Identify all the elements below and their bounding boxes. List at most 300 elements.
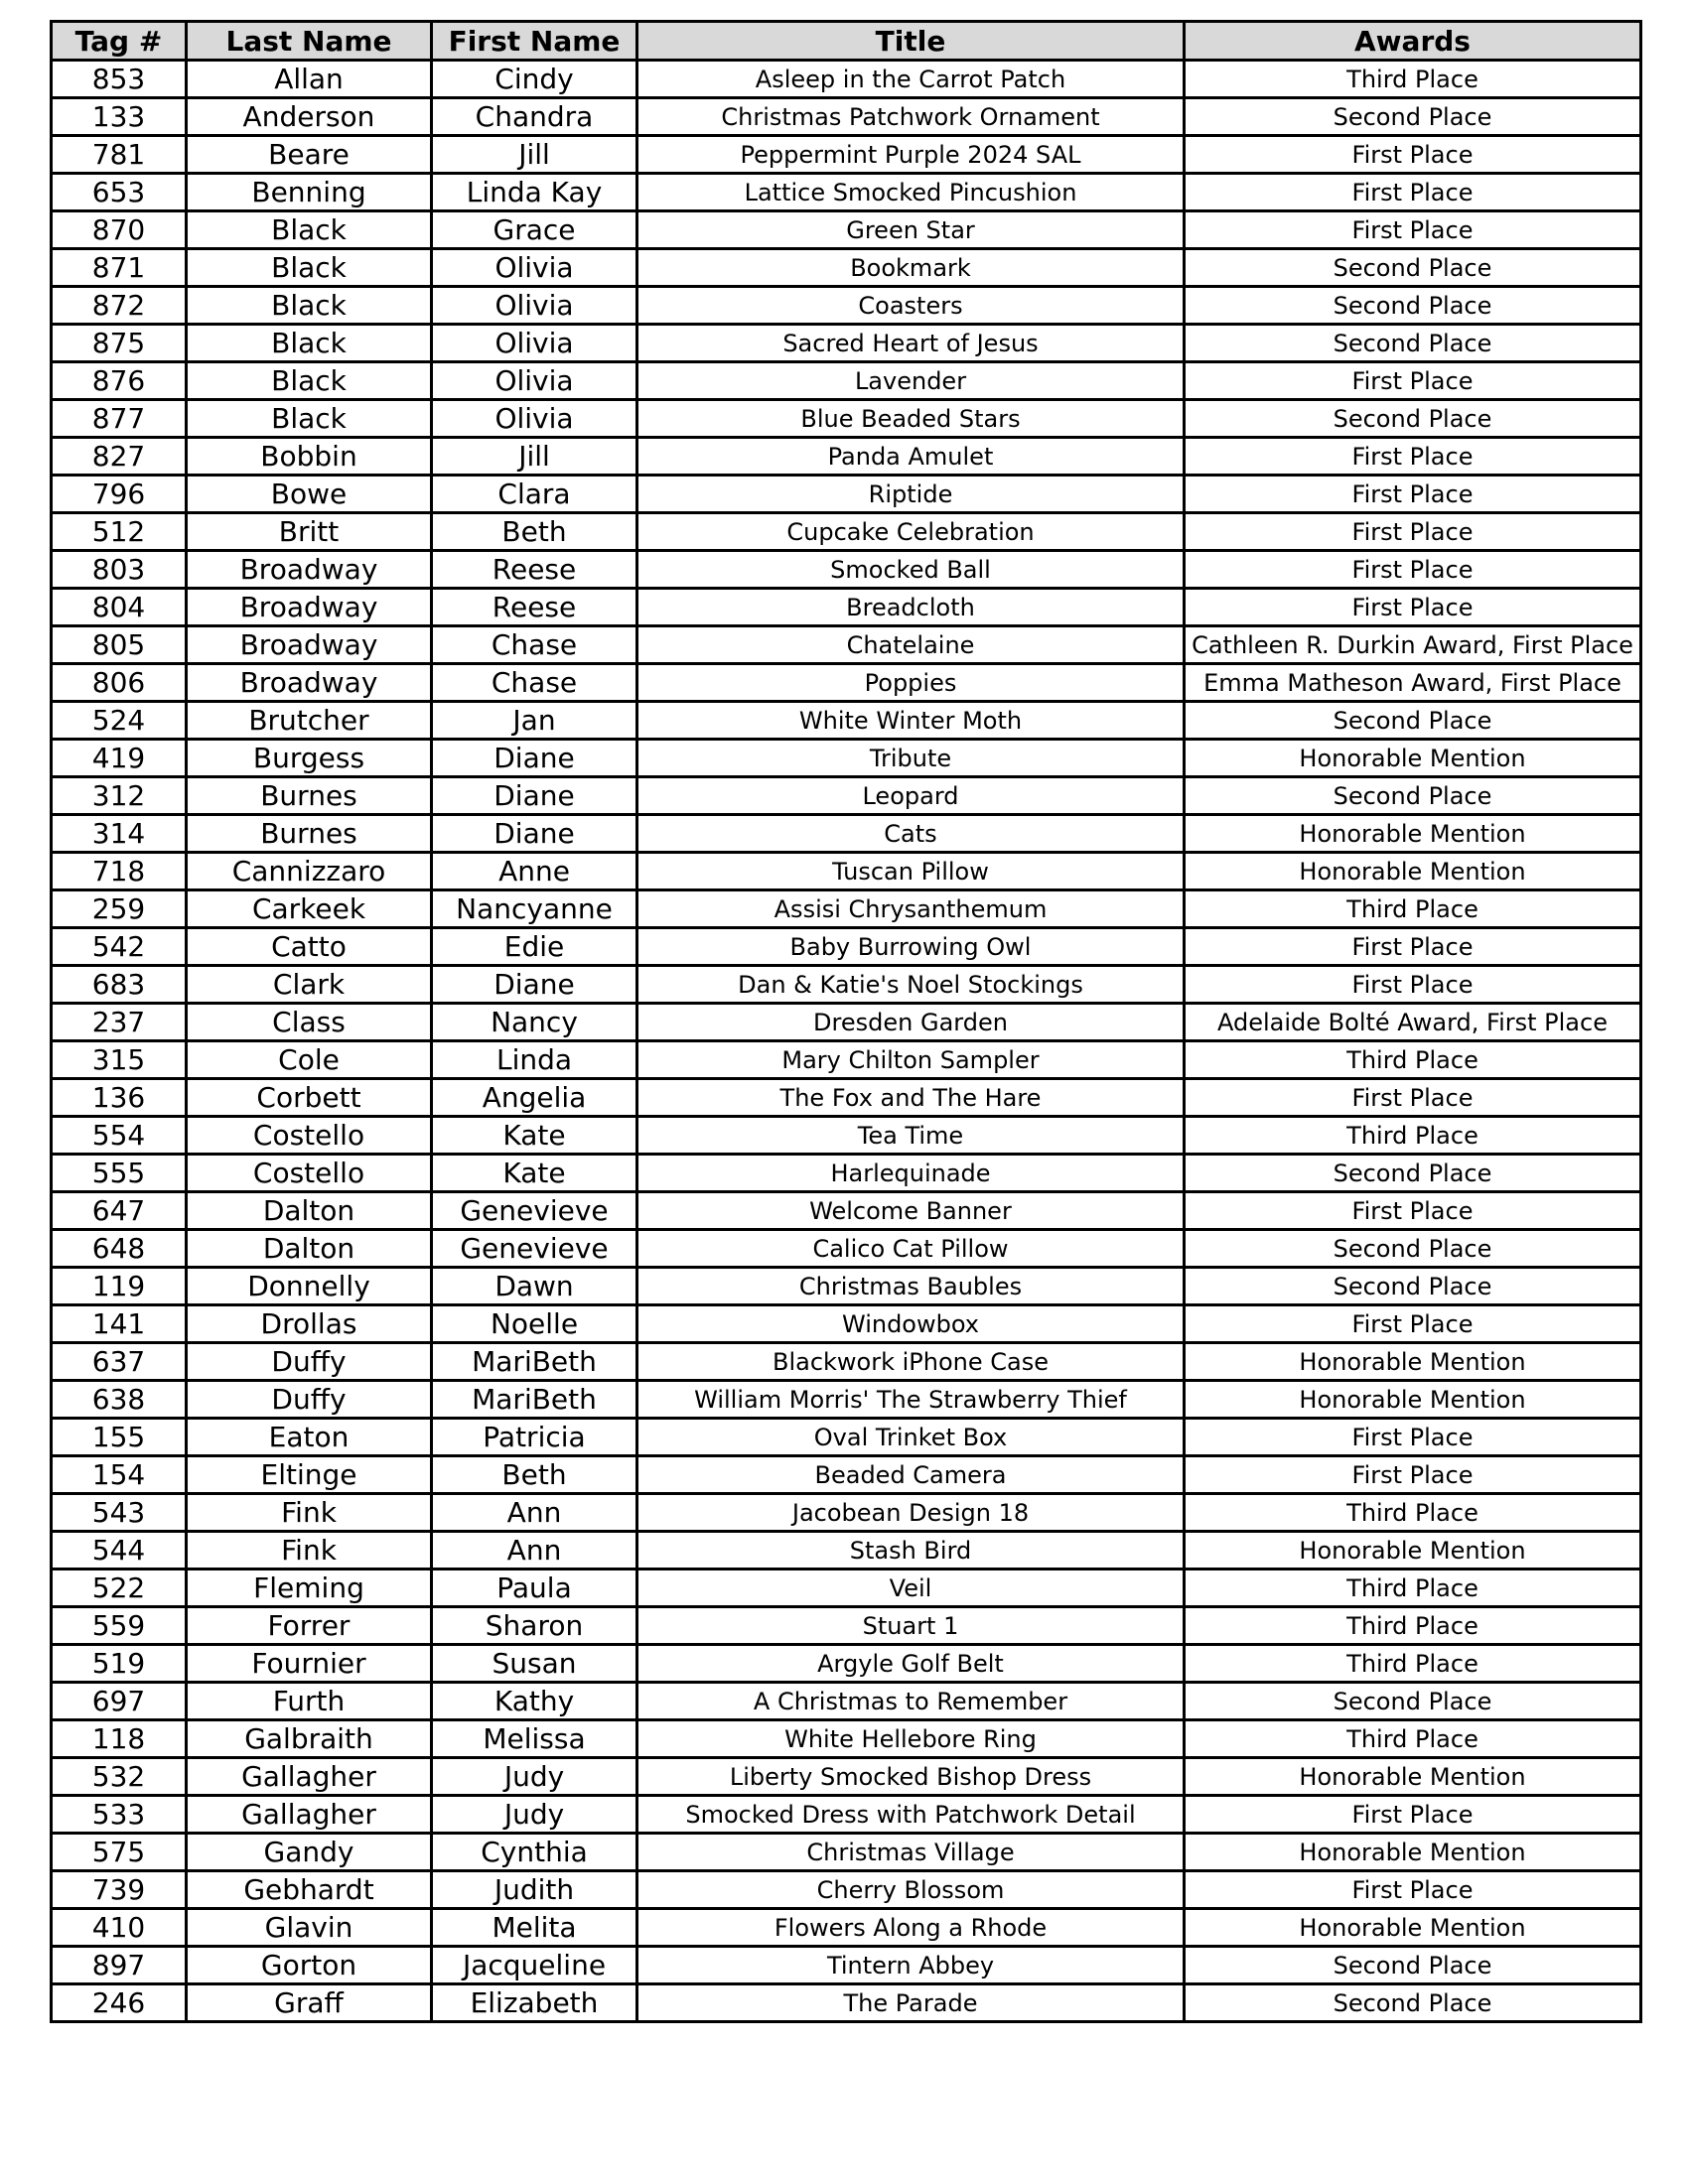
award-cell: Third Place — [1185, 1607, 1641, 1645]
table-row — [52, 1909, 1641, 1947]
table-row — [52, 1532, 1641, 1570]
tag-cell: 876 — [52, 362, 187, 400]
table-row — [52, 664, 1641, 702]
last-name-cell: Burnes — [187, 777, 432, 815]
last-name-cell: Black — [187, 211, 432, 249]
award-cell: Second Place — [1185, 1947, 1641, 1984]
award-cell: Honorable Mention — [1185, 1532, 1641, 1570]
award-cell: First Place — [1185, 362, 1641, 400]
table-row — [52, 1984, 1641, 2022]
award-cell: First Place — [1185, 174, 1641, 211]
table-row — [52, 1041, 1641, 1079]
first-name-cell: Genevieve — [432, 1230, 637, 1268]
table-row — [52, 400, 1641, 438]
header-tag: Tag # — [52, 22, 187, 61]
first-name-cell: Jill — [432, 136, 637, 174]
title-cell: Smocked Dress with Patchwork Detail — [637, 1796, 1185, 1834]
title-cell: Welcome Banner — [637, 1192, 1185, 1230]
last-name-cell: Cannizzaro — [187, 853, 432, 890]
last-name-cell: Black — [187, 287, 432, 325]
first-name-cell: Reese — [432, 589, 637, 626]
first-name-cell: Cindy — [432, 61, 637, 98]
award-cell: First Place — [1185, 1796, 1641, 1834]
table-row — [52, 1834, 1641, 1871]
table-row — [52, 438, 1641, 476]
title-cell: Sacred Heart of Jesus — [637, 325, 1185, 362]
tag-cell: 803 — [52, 551, 187, 589]
title-cell: Argyle Golf Belt — [637, 1645, 1185, 1683]
tag-cell: 647 — [52, 1192, 187, 1230]
awards-table — [50, 20, 1642, 2023]
first-name-cell: Grace — [432, 211, 637, 249]
tag-cell: 133 — [52, 98, 187, 136]
award-cell: Second Place — [1185, 325, 1641, 362]
last-name-cell: Drollas — [187, 1305, 432, 1343]
title-cell: A Christmas to Remember — [637, 1683, 1185, 1720]
first-name-cell: Susan — [432, 1645, 637, 1683]
last-name-cell: Gorton — [187, 1947, 432, 1984]
table-row — [52, 1381, 1641, 1419]
first-name-cell: Chase — [432, 664, 637, 702]
award-cell: Honorable Mention — [1185, 1381, 1641, 1419]
title-cell: Assisi Chrysanthemum — [637, 890, 1185, 928]
first-name-cell: Judy — [432, 1796, 637, 1834]
award-cell: First Place — [1185, 551, 1641, 589]
first-name-cell: Diane — [432, 815, 637, 853]
title-cell: Oval Trinket Box — [637, 1419, 1185, 1456]
first-name-cell: Nancyanne — [432, 890, 637, 928]
table-row — [52, 928, 1641, 966]
tag-cell: 653 — [52, 174, 187, 211]
table-header — [52, 22, 1641, 61]
tag-cell: 312 — [52, 777, 187, 815]
table-row — [52, 61, 1641, 98]
last-name-cell: Catto — [187, 928, 432, 966]
first-name-cell: Jan — [432, 702, 637, 740]
tag-cell: 555 — [52, 1155, 187, 1192]
table-row — [52, 1419, 1641, 1456]
tag-cell: 315 — [52, 1041, 187, 1079]
title-cell: Poppies — [637, 664, 1185, 702]
award-cell: Second Place — [1185, 777, 1641, 815]
tag-cell: 314 — [52, 815, 187, 853]
tag-cell: 542 — [52, 928, 187, 966]
tag-cell: 519 — [52, 1645, 187, 1683]
table-row — [52, 1004, 1641, 1041]
table-row — [52, 1230, 1641, 1268]
title-cell: Windowbox — [637, 1305, 1185, 1343]
title-cell: White Hellebore Ring — [637, 1720, 1185, 1758]
title-cell: Chatelaine — [637, 626, 1185, 664]
award-cell: Second Place — [1185, 1984, 1641, 2022]
title-cell: Christmas Patchwork Ornament — [637, 98, 1185, 136]
title-cell: Panda Amulet — [637, 438, 1185, 476]
last-name-cell: Dalton — [187, 1192, 432, 1230]
table-row — [52, 1720, 1641, 1758]
award-cell: First Place — [1185, 928, 1641, 966]
table-row — [52, 1683, 1641, 1720]
title-cell: Cherry Blossom — [637, 1871, 1185, 1909]
first-name-cell: Diane — [432, 777, 637, 815]
last-name-cell: Beare — [187, 136, 432, 174]
award-cell: First Place — [1185, 476, 1641, 513]
title-cell: Stash Bird — [637, 1532, 1185, 1570]
title-cell: Dresden Garden — [637, 1004, 1185, 1041]
table-row — [52, 589, 1641, 626]
award-cell: First Place — [1185, 1305, 1641, 1343]
title-cell: William Morris' The Strawberry Thief — [637, 1381, 1185, 1419]
first-name-cell: Melissa — [432, 1720, 637, 1758]
title-cell: Tea Time — [637, 1117, 1185, 1155]
tag-cell: 877 — [52, 400, 187, 438]
first-name-cell: Melita — [432, 1909, 637, 1947]
award-cell: Third Place — [1185, 1117, 1641, 1155]
table-row — [52, 136, 1641, 174]
table-row — [52, 98, 1641, 136]
first-name-cell: Judith — [432, 1871, 637, 1909]
last-name-cell: Black — [187, 400, 432, 438]
first-name-cell: Kathy — [432, 1683, 637, 1720]
award-cell: First Place — [1185, 589, 1641, 626]
first-name-cell: Olivia — [432, 400, 637, 438]
last-name-cell: Burgess — [187, 740, 432, 777]
award-cell: First Place — [1185, 1871, 1641, 1909]
first-name-cell: Sharon — [432, 1607, 637, 1645]
first-name-cell: Kate — [432, 1117, 637, 1155]
table-row — [52, 174, 1641, 211]
first-name-cell: Kate — [432, 1155, 637, 1192]
last-name-cell: Galbraith — [187, 1720, 432, 1758]
last-name-cell: Forrer — [187, 1607, 432, 1645]
tag-cell: 853 — [52, 61, 187, 98]
first-name-cell: Dawn — [432, 1268, 637, 1305]
first-name-cell: Anne — [432, 853, 637, 890]
title-cell: Lattice Smocked Pincushion — [637, 174, 1185, 211]
last-name-cell: Broadway — [187, 551, 432, 589]
award-cell: First Place — [1185, 1079, 1641, 1117]
tag-cell: 419 — [52, 740, 187, 777]
table-row — [52, 1758, 1641, 1796]
last-name-cell: Eltinge — [187, 1456, 432, 1494]
award-cell: First Place — [1185, 438, 1641, 476]
table-row — [52, 1494, 1641, 1532]
first-name-cell: MariBeth — [432, 1343, 637, 1381]
tag-cell: 559 — [52, 1607, 187, 1645]
award-cell: Second Place — [1185, 702, 1641, 740]
award-cell: Second Place — [1185, 98, 1641, 136]
table-body — [52, 61, 1641, 2022]
award-cell: Second Place — [1185, 1230, 1641, 1268]
header-awards: Awards — [1185, 22, 1641, 61]
table-row — [52, 1079, 1641, 1117]
last-name-cell: Burnes — [187, 815, 432, 853]
table-row — [52, 1645, 1641, 1683]
title-cell: Coasters — [637, 287, 1185, 325]
tag-cell: 697 — [52, 1683, 187, 1720]
tag-cell: 136 — [52, 1079, 187, 1117]
tag-cell: 575 — [52, 1834, 187, 1871]
award-cell: Third Place — [1185, 1720, 1641, 1758]
last-name-cell: Fournier — [187, 1645, 432, 1683]
title-cell: Baby Burrowing Owl — [637, 928, 1185, 966]
tag-cell: 796 — [52, 476, 187, 513]
last-name-cell: Fink — [187, 1494, 432, 1532]
first-name-cell: Olivia — [432, 325, 637, 362]
last-name-cell: Britt — [187, 513, 432, 551]
award-cell: First Place — [1185, 1456, 1641, 1494]
table-row — [52, 249, 1641, 287]
award-cell: Honorable Mention — [1185, 1909, 1641, 1947]
table-row — [52, 551, 1641, 589]
tag-cell: 872 — [52, 287, 187, 325]
table-row — [52, 211, 1641, 249]
award-cell: First Place — [1185, 966, 1641, 1004]
award-cell: Third Place — [1185, 1041, 1641, 1079]
last-name-cell: Benning — [187, 174, 432, 211]
table-row — [52, 1607, 1641, 1645]
tag-cell: 246 — [52, 1984, 187, 2022]
last-name-cell: Gandy — [187, 1834, 432, 1871]
tag-cell: 543 — [52, 1494, 187, 1532]
first-name-cell: Jacqueline — [432, 1947, 637, 1984]
award-cell: Third Place — [1185, 61, 1641, 98]
first-name-cell: Beth — [432, 1456, 637, 1494]
last-name-cell: Allan — [187, 61, 432, 98]
award-cell: Honorable Mention — [1185, 740, 1641, 777]
table-row — [52, 1268, 1641, 1305]
first-name-cell: Olivia — [432, 362, 637, 400]
tag-cell: 718 — [52, 853, 187, 890]
award-cell: Adelaide Bolté Award, First Place — [1185, 1004, 1641, 1041]
first-name-cell: Ann — [432, 1494, 637, 1532]
title-cell: Asleep in the Carrot Patch — [637, 61, 1185, 98]
award-cell: First Place — [1185, 1192, 1641, 1230]
tag-cell: 805 — [52, 626, 187, 664]
last-name-cell: Graff — [187, 1984, 432, 2022]
title-cell: Beaded Camera — [637, 1456, 1185, 1494]
title-cell: Christmas Village — [637, 1834, 1185, 1871]
last-name-cell: Bobbin — [187, 438, 432, 476]
title-cell: Liberty Smocked Bishop Dress — [637, 1758, 1185, 1796]
last-name-cell: Costello — [187, 1155, 432, 1192]
table-row — [52, 476, 1641, 513]
table-row — [52, 1155, 1641, 1192]
header-row — [52, 22, 1641, 61]
first-name-cell: Ann — [432, 1532, 637, 1570]
table-row — [52, 287, 1641, 325]
award-cell: First Place — [1185, 1419, 1641, 1456]
title-cell: Christmas Baubles — [637, 1268, 1185, 1305]
tag-cell: 871 — [52, 249, 187, 287]
award-cell: Second Place — [1185, 1268, 1641, 1305]
tag-cell: 533 — [52, 1796, 187, 1834]
tag-cell: 648 — [52, 1230, 187, 1268]
last-name-cell: Fink — [187, 1532, 432, 1570]
table-row — [52, 1796, 1641, 1834]
table-row — [52, 1456, 1641, 1494]
table-row — [52, 362, 1641, 400]
first-name-cell: Patricia — [432, 1419, 637, 1456]
table-row — [52, 1192, 1641, 1230]
award-cell: Second Place — [1185, 1155, 1641, 1192]
last-name-cell: Furth — [187, 1683, 432, 1720]
last-name-cell: Dalton — [187, 1230, 432, 1268]
award-cell: First Place — [1185, 211, 1641, 249]
table-row — [52, 966, 1641, 1004]
first-name-cell: Judy — [432, 1758, 637, 1796]
tag-cell: 118 — [52, 1720, 187, 1758]
tag-cell: 522 — [52, 1570, 187, 1607]
tag-cell: 875 — [52, 325, 187, 362]
last-name-cell: Gallagher — [187, 1796, 432, 1834]
tag-cell: 532 — [52, 1758, 187, 1796]
last-name-cell: Carkeek — [187, 890, 432, 928]
last-name-cell: Cole — [187, 1041, 432, 1079]
last-name-cell: Bowe — [187, 476, 432, 513]
table-row — [52, 1117, 1641, 1155]
title-cell: Bookmark — [637, 249, 1185, 287]
tag-cell: 739 — [52, 1871, 187, 1909]
award-cell: Emma Matheson Award, First Place — [1185, 664, 1641, 702]
tag-cell: 155 — [52, 1419, 187, 1456]
title-cell: Calico Cat Pillow — [637, 1230, 1185, 1268]
first-name-cell: Linda Kay — [432, 174, 637, 211]
title-cell: Green Star — [637, 211, 1185, 249]
first-name-cell: Genevieve — [432, 1192, 637, 1230]
title-cell: Riptide — [637, 476, 1185, 513]
title-cell: Peppermint Purple 2024 SAL — [637, 136, 1185, 174]
last-name-cell: Clark — [187, 966, 432, 1004]
tag-cell: 259 — [52, 890, 187, 928]
award-cell: Honorable Mention — [1185, 1834, 1641, 1871]
tag-cell: 154 — [52, 1456, 187, 1494]
title-cell: Veil — [637, 1570, 1185, 1607]
last-name-cell: Class — [187, 1004, 432, 1041]
table-row — [52, 777, 1641, 815]
award-cell: Second Place — [1185, 1683, 1641, 1720]
title-cell: Flowers Along a Rhode — [637, 1909, 1185, 1947]
award-cell: Honorable Mention — [1185, 853, 1641, 890]
title-cell: Dan & Katie's Noel Stockings — [637, 966, 1185, 1004]
tag-cell: 638 — [52, 1381, 187, 1419]
table-row — [52, 890, 1641, 928]
first-name-cell: Paula — [432, 1570, 637, 1607]
award-cell: First Place — [1185, 513, 1641, 551]
title-cell: The Parade — [637, 1984, 1185, 2022]
table-row — [52, 1871, 1641, 1909]
award-cell: Cathleen R. Durkin Award, First Place — [1185, 626, 1641, 664]
tag-cell: 141 — [52, 1305, 187, 1343]
first-name-cell: Chase — [432, 626, 637, 664]
first-name-cell: Olivia — [432, 287, 637, 325]
award-cell: Second Place — [1185, 287, 1641, 325]
tag-cell: 827 — [52, 438, 187, 476]
tag-cell: 683 — [52, 966, 187, 1004]
tag-cell: 870 — [52, 211, 187, 249]
last-name-cell: Eaton — [187, 1419, 432, 1456]
tag-cell: 554 — [52, 1117, 187, 1155]
last-name-cell: Broadway — [187, 664, 432, 702]
award-cell: Honorable Mention — [1185, 815, 1641, 853]
tag-cell: 512 — [52, 513, 187, 551]
last-name-cell: Costello — [187, 1117, 432, 1155]
first-name-cell: Elizabeth — [432, 1984, 637, 2022]
first-name-cell: Linda — [432, 1041, 637, 1079]
last-name-cell: Duffy — [187, 1343, 432, 1381]
award-cell: Third Place — [1185, 1570, 1641, 1607]
title-cell: The Fox and The Hare — [637, 1079, 1185, 1117]
last-name-cell: Duffy — [187, 1381, 432, 1419]
award-cell: Second Place — [1185, 249, 1641, 287]
table-row — [52, 815, 1641, 853]
title-cell: Tribute — [637, 740, 1185, 777]
last-name-cell: Black — [187, 362, 432, 400]
tag-cell: 544 — [52, 1532, 187, 1570]
tag-cell: 806 — [52, 664, 187, 702]
title-cell: Leopard — [637, 777, 1185, 815]
title-cell: Tintern Abbey — [637, 1947, 1185, 1984]
title-cell: Cupcake Celebration — [637, 513, 1185, 551]
tag-cell: 897 — [52, 1947, 187, 1984]
last-name-cell: Black — [187, 249, 432, 287]
first-name-cell: Nancy — [432, 1004, 637, 1041]
tag-cell: 410 — [52, 1909, 187, 1947]
first-name-cell: Diane — [432, 966, 637, 1004]
title-cell: Lavender — [637, 362, 1185, 400]
first-name-cell: Cynthia — [432, 1834, 637, 1871]
last-name-cell: Black — [187, 325, 432, 362]
last-name-cell: Broadway — [187, 626, 432, 664]
last-name-cell: Brutcher — [187, 702, 432, 740]
title-cell: Tuscan Pillow — [637, 853, 1185, 890]
first-name-cell: Chandra — [432, 98, 637, 136]
last-name-cell: Fleming — [187, 1570, 432, 1607]
last-name-cell: Gallagher — [187, 1758, 432, 1796]
last-name-cell: Glavin — [187, 1909, 432, 1947]
title-cell: Harlequinade — [637, 1155, 1185, 1192]
table-row — [52, 513, 1641, 551]
tag-cell: 781 — [52, 136, 187, 174]
table-row — [52, 626, 1641, 664]
title-cell: Mary Chilton Sampler — [637, 1041, 1185, 1079]
last-name-cell: Anderson — [187, 98, 432, 136]
title-cell: Stuart 1 — [637, 1607, 1185, 1645]
award-cell: First Place — [1185, 136, 1641, 174]
last-name-cell: Corbett — [187, 1079, 432, 1117]
last-name-cell: Donnelly — [187, 1268, 432, 1305]
title-cell: Blue Beaded Stars — [637, 400, 1185, 438]
table-row — [52, 853, 1641, 890]
table-row — [52, 1947, 1641, 1984]
award-cell: Second Place — [1185, 400, 1641, 438]
first-name-cell: Diane — [432, 740, 637, 777]
title-cell: Cats — [637, 815, 1185, 853]
header-first-name: First Name — [432, 22, 637, 61]
table-row — [52, 1570, 1641, 1607]
award-cell: Honorable Mention — [1185, 1343, 1641, 1381]
table-row — [52, 325, 1641, 362]
title-cell: Jacobean Design 18 — [637, 1494, 1185, 1532]
award-cell: Third Place — [1185, 890, 1641, 928]
last-name-cell: Broadway — [187, 589, 432, 626]
header-last-name: Last Name — [187, 22, 432, 61]
first-name-cell: MariBeth — [432, 1381, 637, 1419]
first-name-cell: Clara — [432, 476, 637, 513]
header-title: Title — [637, 22, 1185, 61]
table-row — [52, 740, 1641, 777]
tag-cell: 524 — [52, 702, 187, 740]
first-name-cell: Reese — [432, 551, 637, 589]
